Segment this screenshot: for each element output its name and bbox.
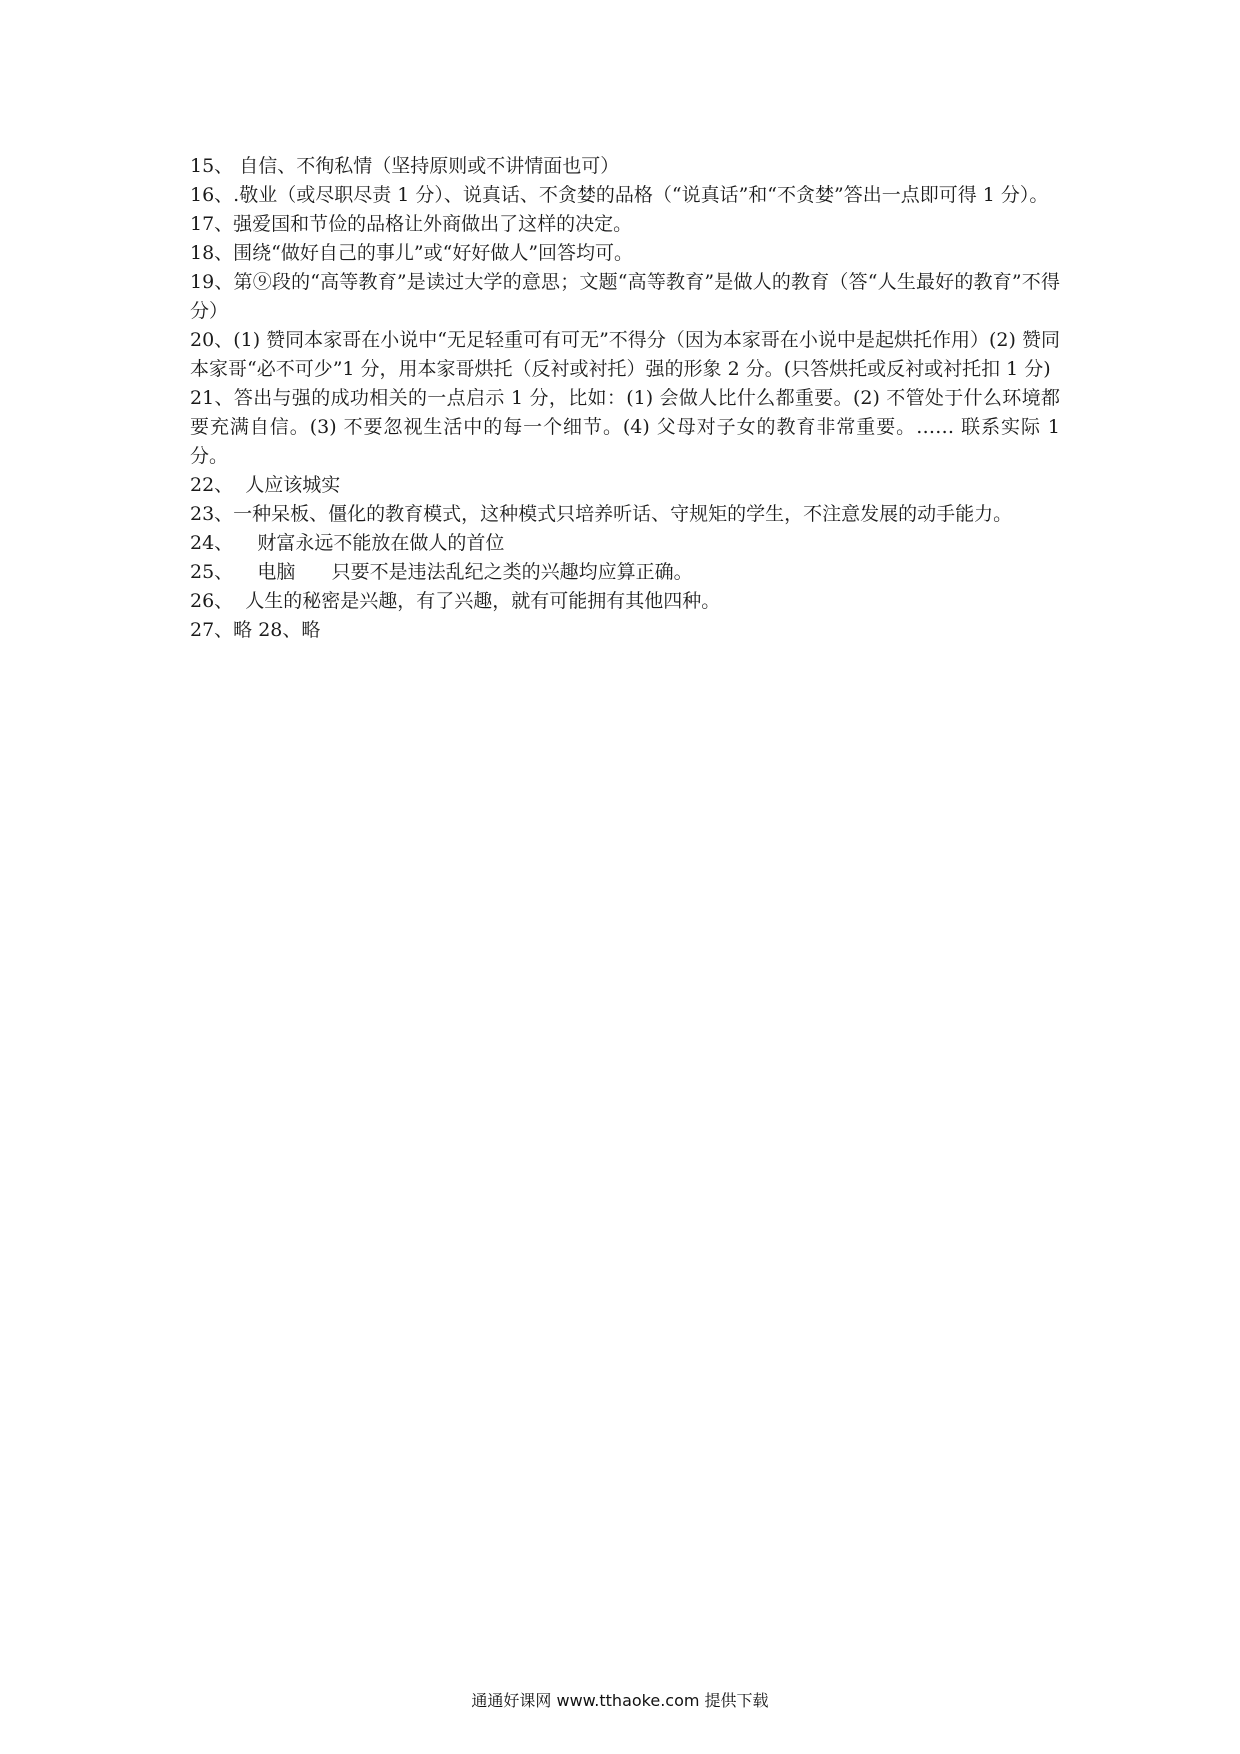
answer-list (190, 152, 1067, 645)
answer-item-24: 24、 财富永远不能放在做人的首位 (190, 532, 505, 554)
answer-item-26: 26、 人生的秘密是兴趣，有了兴趣，就有可能拥有其他四种。 (190, 590, 721, 612)
answer-item-20: 20、(1) 赞同本家哥在小说中“无足轻重可有可无”不得分（因为本家哥在小说中是起烘托作用）(2) 赞同本家哥“必不可少”1 分，用本家哥烘托（反衬或衬托）强的形象 2 分。(只答烘托或反衬或衬托扣 1 分) (190, 329, 1060, 380)
answer-item-21: 21、答出与强的成功相关的一点启示 1 分，比如：(1) 会做人比什么都重要。(2) 不管处于什么环境都要充满自信。(3) 不要忽视生活中的每一个细节。(4) 父母对子女的教育非常重要。…… 联系实际 1 分。 (190, 387, 1067, 467)
answer-item-25: 25、 电脑 只要不是违法乱纪之类的兴趣均应算正确。 (190, 561, 693, 583)
answer-item-23: 23、一种呆板、僵化的教育模式，这种模式只培养听话、守规矩的学生，不注意发展的动手能力。 (190, 503, 1013, 525)
answer-item-18: 18、围绕“做好自己的事儿”或“好好做人”回答均可。 (190, 242, 634, 264)
answer-item-27-28: 27、略 28、略 (190, 619, 321, 641)
answer-item-19: 19、第⑨段的“高等教育”是读过大学的意思；文题“高等教育”是做人的教育（答“人生最好的教育”不得分） (190, 271, 1060, 322)
answer-item-16: 16、.敬业（或尽职尽责 1 分）、说真话、不贪婪的品格（“说真话”和“不贪婪”答出一点即可得 1 分）。 (190, 184, 1049, 206)
page-footer: 通通好课网 www.tthaoke.com 提供下载 (471, 1691, 769, 1710)
answer-item-22: 22、 人应该城实 (190, 474, 341, 496)
answer-item-17: 17、强爱国和节俭的品格让外商做出了这样的决定。 (190, 213, 633, 235)
answer-item-15: 15、 自信、不徇私情（坚持原则或不讲情面也可） (190, 155, 620, 177)
